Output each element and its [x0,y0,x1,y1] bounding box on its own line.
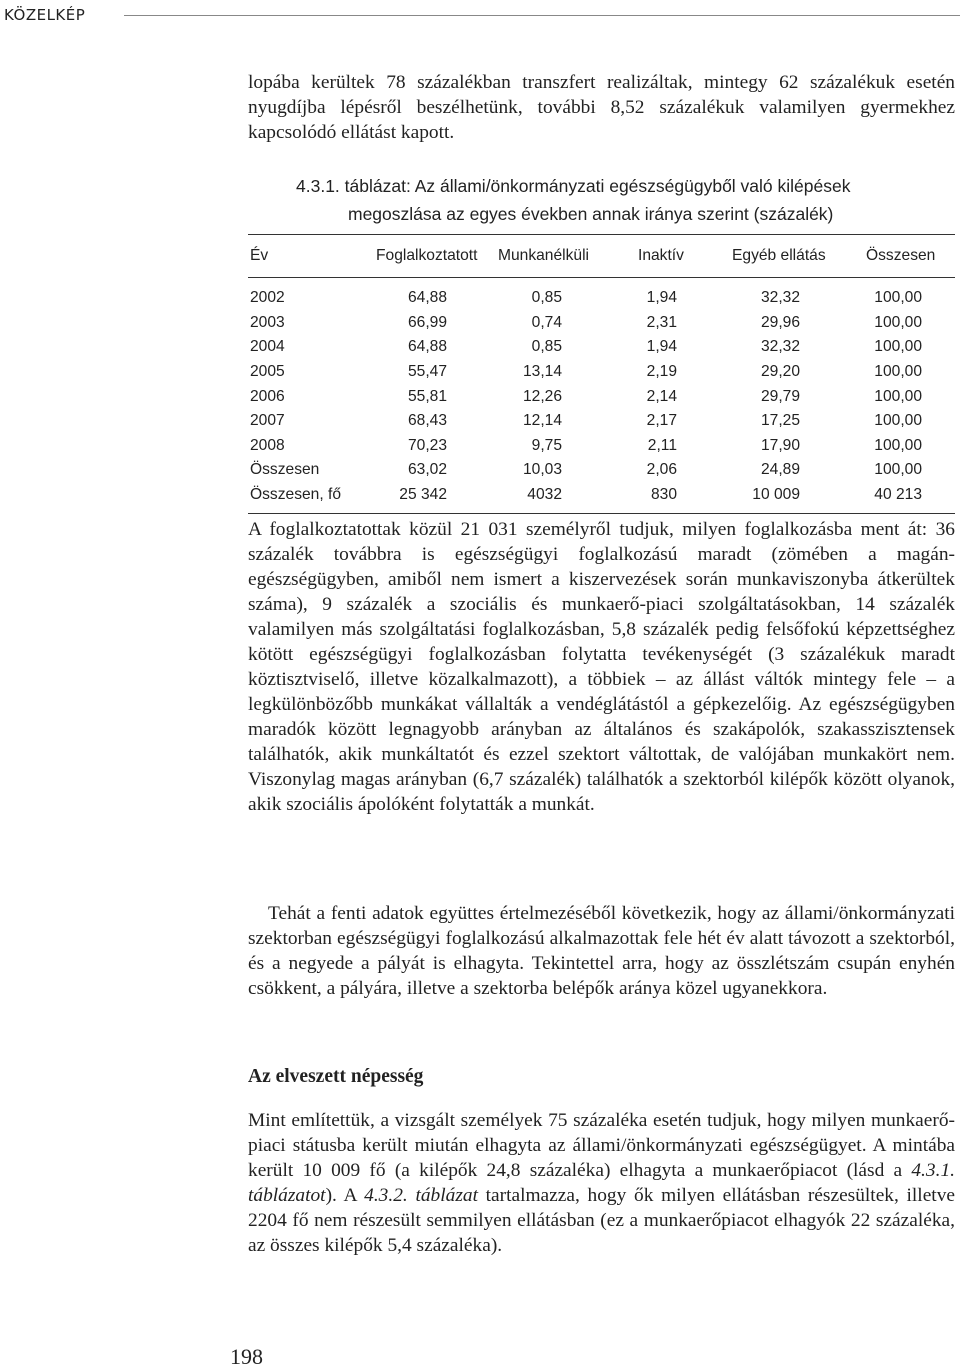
table-cell: 13,14 [522,363,562,381]
table-cell: 2002 [250,289,285,307]
table-cell: 55,81 [407,387,447,405]
table-cell: 24,89 [760,461,800,479]
table-body [248,278,955,513]
table-cell: 2,06 [646,461,677,479]
table-cell: Összesen, fő [250,486,342,504]
paragraph-2 [248,901,955,1001]
table-caption-line2: megoszlása az egyes években annak iránya szerint (százalék) [348,204,834,224]
table-row [248,434,955,459]
table-caption [296,172,916,228]
table-cell: 63,02 [407,461,447,479]
column-header-foglalkoztatott: Foglalkoztatott [376,247,478,264]
table-cell: 100,00 [874,387,922,405]
table-cell: 55,47 [407,363,447,381]
section-heading: Az elveszett népesség [248,1066,424,1087]
table-row [248,360,955,385]
table-cell: 29,20 [760,363,800,381]
table-cell: 9,75 [531,436,562,454]
table-cell: 100,00 [874,363,922,381]
table-cell: 2,11 [647,436,677,454]
table-cell: 10,03 [522,461,562,479]
table-cell: 10 009 [752,486,800,504]
table-row [248,335,955,360]
table-cell: 12,14 [522,412,562,430]
table-cell: Összesen [250,461,320,479]
table-cell: 100,00 [874,436,922,454]
table-cell: 29,96 [760,313,800,331]
table-cell: 64,88 [407,289,447,307]
column-header-inaktiv: Inaktív [638,247,684,264]
table-caption-line1: 4.3.1. táblázat: Az állami/önkormányzati egészségügyből való kilépések [296,176,851,196]
table-row [248,458,955,483]
table-cell: 2004 [250,338,285,356]
table-cell: 64,88 [407,338,447,356]
table-cell: 32,32 [760,338,800,356]
paragraph-1: A foglalkoztatottak közül 21 031 személyről tudjuk, milyen foglalkozásba ment át: 36 százalék továbbra is egészségügyi foglalkozású maradt (zömében a magán-egészségügyben, amiből nem ismert a kiszervezések során munkaviszonyba átkerültek száma), 9 százalék a szociális és munkaerő-piaci szolgáltatásokban, 14 százalék valamilyen más szolgáltatási foglalkozásban, 5,8 százalék pedig felsőfokú képzettséghez kötött egészségügyi foglalkozásban folytatta tevékenységét (3 százalékuk maradt köztisztviselő, illetve közalkalmazott), a többiek – az állást váltók mintegy fele – a legkülönbözőbb munkákat vállalták a vendéglátástól a gépkezelőig. Az egészségügyben maradók között legnagyobb arányban az általános és szakápolók, szakasszisztensek találhatók, akik munkáltatót és ezzel szektort váltottak, de valójában munkakört nem. Viszonylag magas arányban (6,7 százalék) találhatók a szektorból kilépők között olyanok, akik szociális ápolóként folytatták a munkát. [248,519,955,815]
section-header-label: KÖZELKÉP [4,6,86,24]
table-cell: 2005 [250,363,285,381]
table-cell: 0,85 [531,289,562,307]
table-cell: 17,25 [760,412,800,430]
table-reference-link: 4.3.1. táblázatot [248,1160,955,1206]
table-cell: 1,94 [646,289,677,307]
table-cell: 100,00 [874,412,922,430]
table-cell: 100,00 [874,289,922,307]
table-cell: 17,90 [760,436,800,454]
table-cell: 0,85 [531,338,562,356]
table-cell: 25 342 [399,486,447,504]
table-row [248,483,955,508]
paragraph-3-part3: tartalmazza, hogy ők milyen ellátásban részesültek, illetve 2204 fő nem részesült semmilyen ellátásban (ez a munkaerőpiacot elhagyók 22 százaléka, az összes kilépők 5,4 százaléka). [248,1185,955,1256]
column-header-egyeb-ellatas: Egyéb ellátás [732,247,826,264]
table-cell: 40 213 [874,486,922,504]
table-cell: 2,17 [646,412,677,430]
table-bottom-rule [248,513,955,514]
column-header-ev: Év [250,247,269,264]
table-header-row [248,235,955,277]
paragraph-2-text: Tehát a fenti adatok együttes értelmezéséből következik, hogy az állami/önkormányzati szektorban egészségügyi foglalkozású alkalmazottak fele hét év alatt távozott a szektorból, és a negyede a pályát is elhagyta. Tekintettel arra, hogy az összlétszám csupán enyhén csökkent, a pályára, illetve a szektorba belépők aránya közel ugyanekkora. [248,903,955,999]
table-cell: 2,14 [646,387,677,405]
column-header-osszesen: Összesen [866,247,936,264]
data-table [248,234,955,514]
table-reference-link: 4.3.2. táblázat [364,1185,478,1206]
table-row [248,286,955,311]
table-row [248,409,955,434]
table-cell: 100,00 [874,461,922,479]
table-row [248,311,955,336]
page-number: 198 [230,1344,263,1369]
paragraph-3-part1: Mint említettük, a vizsgált személyek 75 százaléka esetén tudjuk, hogy milyen munkaerő-piaci státusba került miután elhagyta az állami/önkormányzati egészségügyet. A mintába került 10 009 fő (a kilépők 24,8 százaléka) elhagyta a munkaerőpiacot (lásd a [248,1110,955,1181]
header-rule [124,15,960,16]
table-cell: 2007 [250,412,285,430]
paragraph-3 [248,1108,955,1258]
table-cell: 68,43 [407,412,447,430]
table-cell: 0,74 [531,313,562,331]
table-cell: 66,99 [407,313,447,331]
table-cell: 32,32 [760,289,800,307]
table-row [248,384,955,409]
table-cell: 4032 [527,486,562,504]
table-cell: 2008 [250,436,285,454]
table-cell: 29,79 [760,387,800,405]
table-cell: 12,26 [522,387,562,405]
table-cell: 70,23 [407,436,447,454]
table-cell: 830 [650,486,677,504]
column-header-munkanelkuli: Munkanélküli [498,247,590,264]
table-cell: 100,00 [874,313,922,331]
table-cell: 2003 [250,313,285,331]
table-cell: 100,00 [874,338,922,356]
paragraph-3-part2: ). A [325,1185,365,1206]
table-cell: 2006 [250,387,285,405]
paragraph-top: lopába kerültek 78 százalékban transzfert realizáltak, mintegy 62 százalékuk esetén nyugdíjba lépésről beszélhetünk, további 8,52 százalékuk valamilyen gyermekhez kapcsolódó ellátást kapott. [248,72,955,143]
table-cell: 1,94 [646,338,677,356]
table-cell: 2,31 [646,313,677,331]
table-cell: 2,19 [646,363,677,381]
